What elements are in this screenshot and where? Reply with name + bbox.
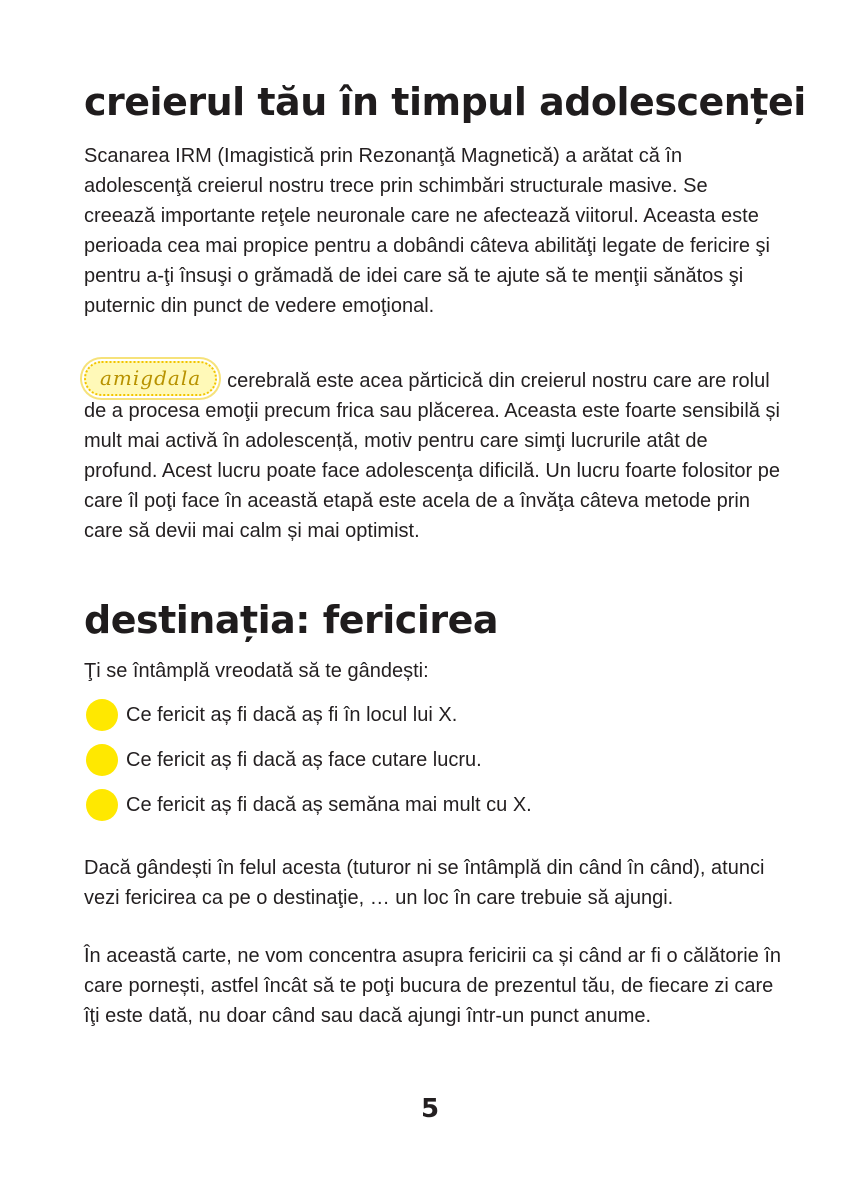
- paragraph-intro-question: Ţi se întâmplă vreodată să te gândești:: [84, 660, 429, 682]
- paragraph-amygdala: [84, 366, 784, 546]
- yellow-dot-icon: [86, 744, 118, 776]
- thought-list: [84, 700, 532, 835]
- yellow-dot-icon: [86, 789, 118, 821]
- section-heading-destination: destinația: fericirea: [84, 598, 499, 642]
- paragraph-mri: Scanarea IRM (Imagistică prin Rezonanţă Magnetică) a arătat că în adolescenţă creierul nostru trece prin schimbări structurale masive. Se creează importante reţele neuronale care ne afectează viitorul. Aceasta este perioada cea mai propice pentru a dobândi câteva abilităţi legate de fericire şi pentru a-ţi însuşi o grămadă de idei care să te ajute să te menţii sănătos şi puternic din punct de vedere emoţional.: [84, 145, 770, 317]
- list-item-text: Ce fericit aș fi dacă aș fi în locul lui X.: [126, 704, 458, 726]
- paragraph-amygdala-text: cerebrală este acea părticică din creierul nostru care are rolul de a procesa emoţii precum frica sau plăcerea. Aceasta este foarte sensibilă și mult mai activă în adolescență, motiv pentru care simţi lucrurile atât de profund. Acest lucru poate face adolescenţa dificilă. Un lucru foarte folositor pe care îl poţi face în această etapă este acela de a învăţa câteva metode prin care să devii mai calm și mai optimist.: [84, 370, 780, 543]
- paragraph-destination: Dacă gândești în felul acesta (tuturor ni se întâmplă din când în când), atunci vezi fericirea ca pe o destinaţie, … un loc în care trebuie să ajungi.: [84, 857, 765, 909]
- page-number: 5: [420, 1094, 440, 1124]
- list-item-text: Ce fericit aș fi dacă aș face cutare lucru.: [126, 749, 482, 771]
- list-item-text: Ce fericit aș fi dacă aș semăna mai mult cu X.: [126, 794, 532, 816]
- list-item: [84, 790, 532, 835]
- list-item: [84, 700, 532, 745]
- amygdala-highlight-label: amigdala: [84, 361, 217, 396]
- paragraph-journey: În această carte, ne vom concentra asupra fericirii ca și când ar fi o călătorie în care pornești, astfel încât să te poţi bucura de prezentul tău, de fiecare zi care îţi este dată, nu doar când sau dacă ajungi într-un punct anume.: [84, 945, 782, 1027]
- yellow-dot-icon: [86, 699, 118, 731]
- section-heading-brain: creierul tău în timpul adolescenței: [84, 80, 806, 124]
- list-item: [84, 745, 532, 790]
